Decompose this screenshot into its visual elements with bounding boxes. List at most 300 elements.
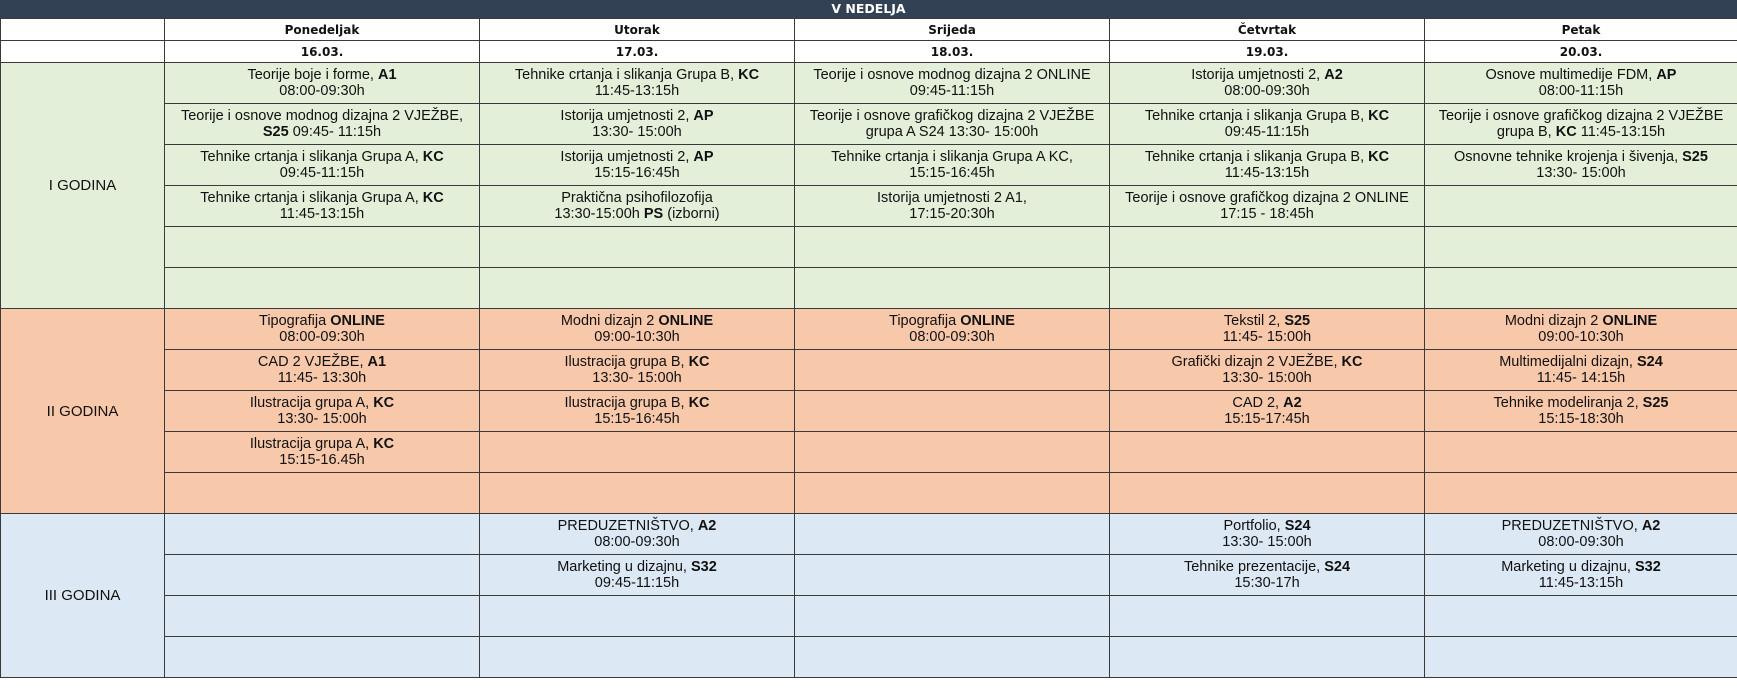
class-entry: [165, 63, 480, 104]
text-part: Tehnike prezentacije,: [1183, 559, 1325, 575]
day-date: 18.03.: [795, 41, 1110, 63]
text-part: Tehnike crtanja i slikanja Grupa B,: [514, 67, 739, 83]
text-part: 08:00-11:15h: [1538, 83, 1624, 99]
text-part: grupa B,: [1496, 124, 1556, 140]
text-part: 08:00-09:30h: [1224, 83, 1310, 99]
course-line: [1427, 395, 1735, 411]
text-part: 15:15-17:45h: [1224, 411, 1310, 427]
class-entry: [480, 391, 795, 432]
course-line: [1112, 313, 1422, 329]
text-part: Teorije i osnove grafičkog dizajna 2 ONLINE: [1125, 190, 1409, 206]
text-part: Teorije boje i forme,: [247, 67, 378, 83]
course-line: [1112, 354, 1422, 370]
room-or-mode: S24: [1284, 518, 1311, 534]
empty-slot: [165, 514, 480, 555]
text-part: CAD 2,: [1232, 395, 1284, 411]
class-entry: [1425, 350, 1737, 391]
time-line: [1112, 165, 1422, 181]
course-line: [1112, 67, 1422, 83]
text-part: 08:00-09:30h: [1538, 534, 1624, 550]
text-part: Istorija umjetnosti 2,: [1191, 67, 1325, 83]
course-line: [167, 395, 477, 411]
text-part: Tehnike crtanja i slikanja Grupa B,: [1144, 149, 1369, 165]
empty-slot: [1110, 596, 1425, 637]
text-part: 11:45- 14:15h: [1536, 370, 1626, 386]
time-line: [167, 329, 477, 345]
time-line: [482, 534, 792, 550]
schedule-table: [0, 18, 1737, 678]
text-part: 09:00-10:30h: [594, 329, 680, 345]
time-line: [482, 411, 792, 427]
text-part: Tipografija: [889, 313, 961, 329]
room-or-mode: ONLINE: [960, 313, 1015, 329]
class-entry: [480, 186, 795, 227]
room-or-mode: S24: [1324, 559, 1351, 575]
empty-slot: [480, 596, 795, 637]
text-part: Teorije i osnove modnog dizajna 2 VJEŽBE,: [180, 108, 464, 124]
text-part: 11:45-13:15h: [279, 206, 365, 222]
course-line: [482, 190, 792, 206]
text-part: Grafički dizajn 2 VJEŽBE,: [1171, 354, 1342, 370]
empty-slot: [480, 637, 795, 678]
text-part: 13:30- 15:00h: [1536, 165, 1626, 181]
time-line: [797, 83, 1107, 99]
time-line: [797, 165, 1107, 181]
class-entry: [1425, 309, 1737, 350]
room-or-mode: KC: [422, 149, 444, 165]
empty-slot: [795, 432, 1110, 473]
empty-slot: [795, 350, 1110, 391]
course-line: [797, 67, 1107, 83]
empty-slot: [795, 637, 1110, 678]
class-entry: [1425, 391, 1737, 432]
course-line: [1112, 190, 1422, 206]
time-line: [1112, 534, 1422, 550]
day-date-row: [1, 41, 1737, 63]
class-entry: [795, 104, 1110, 145]
course-line: [482, 354, 792, 370]
empty-slot: [165, 637, 480, 678]
room-or-mode: S32: [1634, 559, 1661, 575]
empty-slot: [165, 227, 480, 268]
empty-slot: [795, 555, 1110, 596]
room-or-mode: KC: [1368, 149, 1390, 165]
time-line: [482, 370, 792, 386]
class-entry: [165, 104, 480, 145]
text-part: 11:45-13:15h: [1224, 165, 1310, 181]
class-entry: [1110, 104, 1425, 145]
year-label: II GODINA: [1, 309, 165, 514]
room-or-mode: S25: [1642, 395, 1669, 411]
class-entry: [165, 432, 480, 473]
course-line: [1427, 108, 1735, 124]
empty-slot: [1110, 637, 1425, 678]
text-part: 11:45-13:15h: [1576, 124, 1666, 140]
text-part: 15:15-18:30h: [1538, 411, 1624, 427]
course-line: [1427, 313, 1735, 329]
course-line: [482, 518, 792, 534]
text-part: Tehnike crtanja i slikanja Grupa B,: [1144, 108, 1369, 124]
schedule-row: [1, 391, 1737, 432]
class-entry: [1110, 186, 1425, 227]
text-part: Osnovne tehnike krojenja i šivenja,: [1454, 149, 1683, 165]
room-or-mode: A2: [697, 518, 717, 534]
class-entry: [480, 555, 795, 596]
day-date: 20.03.: [1425, 41, 1737, 63]
course-line: [1427, 518, 1735, 534]
text-part: 09:45-11:15h: [1224, 124, 1310, 140]
text-part: Tehnike crtanja i slikanja Grupa A,: [200, 190, 423, 206]
time-line: [482, 124, 792, 140]
text-part: 09:45- 11:15h: [288, 124, 382, 140]
text-part: Tipografija: [259, 313, 331, 329]
class-entry: [795, 63, 1110, 104]
empty-slot: [480, 227, 795, 268]
text-part: Tehnike modeliranja 2,: [1493, 395, 1643, 411]
year-label: III GODINA: [1, 514, 165, 678]
course-line: [482, 313, 792, 329]
time-line: [167, 206, 477, 222]
time-line: [1427, 534, 1735, 550]
text-part: 15:15-16:45h: [594, 411, 680, 427]
time-line: [482, 329, 792, 345]
room-or-mode: A1: [367, 354, 387, 370]
text-part: 08:00-09:30h: [279, 329, 365, 345]
room-or-mode: KC: [1368, 108, 1390, 124]
room-or-mode: AP: [693, 149, 714, 165]
day-name: Četvrtak: [1110, 19, 1425, 41]
empty-slot: [1110, 268, 1425, 309]
corner-cell: [1, 41, 165, 63]
room-or-mode: S25: [1682, 149, 1708, 165]
empty-slot: [795, 596, 1110, 637]
text-part: Marketing u dizajnu,: [1501, 559, 1635, 575]
room-or-mode: ONLINE: [330, 313, 385, 329]
course-line: [1427, 559, 1735, 575]
empty-slot: [1425, 432, 1737, 473]
text-part: Modni dizajn 2: [560, 313, 659, 329]
schedule-row: [1, 637, 1737, 678]
course-line: [167, 149, 477, 165]
text-part: grupa A S24 13:30- 15:00h: [865, 124, 1039, 140]
room-or-mode: AP: [1656, 67, 1677, 83]
time-line: [797, 329, 1107, 345]
text-part: 08:00-09:30h: [594, 534, 680, 550]
text-part: 09:45-11:15h: [594, 575, 680, 591]
text-part: 09:00-10:30h: [1538, 329, 1624, 345]
schedule-row: [1, 596, 1737, 637]
text-part: 17:15-20:30h: [909, 206, 995, 222]
class-entry: [1110, 145, 1425, 186]
text-part: Ilustracija grupa A,: [249, 395, 374, 411]
empty-slot: [480, 473, 795, 514]
class-entry: [1425, 63, 1737, 104]
class-entry: [480, 309, 795, 350]
course-line: [1112, 559, 1422, 575]
class-entry: [1425, 555, 1737, 596]
empty-slot: [795, 391, 1110, 432]
schedule-row: [1, 309, 1737, 350]
time-line: [1112, 411, 1422, 427]
day-name: Petak: [1425, 19, 1737, 41]
schedule-row: [1, 514, 1737, 555]
course-line: [1427, 149, 1735, 165]
time-line: [797, 206, 1107, 222]
empty-slot: [165, 473, 480, 514]
time-line: [167, 83, 477, 99]
empty-slot: [165, 596, 480, 637]
time-line: [1112, 575, 1422, 591]
room-or-mode: PS: [643, 206, 664, 222]
class-entry: [165, 186, 480, 227]
empty-slot: [165, 555, 480, 596]
text-part: Tehnike crtanja i slikanja Grupa A,: [200, 149, 423, 165]
text-part: 15:15-16.45h: [279, 452, 365, 468]
text-part: 08:00-09:30h: [909, 329, 995, 345]
class-entry: [165, 350, 480, 391]
class-entry: [1425, 514, 1737, 555]
text-part: Multimedijalni dizajn,: [1499, 354, 1637, 370]
text-part: 09:45-11:15h: [279, 165, 365, 181]
year-label: I GODINA: [1, 63, 165, 309]
text-part: Ilustracija grupa A,: [249, 436, 374, 452]
empty-slot: [1110, 432, 1425, 473]
time-line: [1427, 124, 1735, 140]
text-part: 11:45- 13:30h: [277, 370, 367, 386]
class-entry: [795, 309, 1110, 350]
class-entry: [480, 145, 795, 186]
course-line: [797, 190, 1107, 206]
schedule-row: [1, 145, 1737, 186]
time-line: [482, 165, 792, 181]
empty-slot: [165, 268, 480, 309]
text-part: Istorija umjetnosti 2 A1,: [877, 190, 1027, 206]
text-part: 13:30- 15:00h: [277, 411, 367, 427]
day-date: 16.03.: [165, 41, 480, 63]
empty-slot: [1110, 473, 1425, 514]
empty-slot: [1425, 473, 1737, 514]
text-part: Ilustracija grupa B,: [564, 395, 689, 411]
room-or-mode: KC: [373, 436, 395, 452]
room-or-mode: KC: [688, 354, 710, 370]
text-part: Tekstil 2,: [1223, 313, 1285, 329]
schedule-row: [1, 227, 1737, 268]
text-part: 13:30- 15:00h: [1222, 534, 1312, 550]
text-part: Portfolio,: [1223, 518, 1285, 534]
room-or-mode: A2: [1283, 395, 1302, 411]
time-line: [1427, 411, 1735, 427]
class-entry: [1425, 104, 1737, 145]
room-or-mode: ONLINE: [658, 313, 714, 329]
schedule-row: [1, 104, 1737, 145]
text-part: Teorije i osnove grafičkog dizajna 2 VJEŽBE: [1438, 108, 1724, 124]
day-name-row: [1, 19, 1737, 41]
text-part: 15:15-16:45h: [909, 165, 995, 181]
course-line: [1427, 354, 1735, 370]
course-line: [167, 67, 477, 83]
text-part: PREDUZETNIŠTVO,: [1501, 518, 1642, 534]
class-entry: [1110, 391, 1425, 432]
empty-slot: [1110, 227, 1425, 268]
course-line: [167, 354, 477, 370]
class-entry: [480, 63, 795, 104]
class-entry: [480, 350, 795, 391]
text-part: 09:45-11:15h: [909, 83, 995, 99]
empty-slot: [1425, 186, 1737, 227]
room-or-mode: S25: [1284, 313, 1311, 329]
room-or-mode: ONLINE: [1602, 313, 1658, 329]
empty-slot: [1425, 637, 1737, 678]
course-line: [167, 190, 477, 206]
text-part: Istorija umjetnosti 2,: [560, 108, 694, 124]
schedule-row: [1, 268, 1737, 309]
room-or-mode: KC: [1555, 124, 1577, 140]
time-line: [797, 124, 1107, 140]
text-part: CAD 2 VJEŽBE,: [257, 354, 368, 370]
time-line: [1112, 370, 1422, 386]
time-line: [1427, 165, 1735, 181]
day-date: 19.03.: [1110, 41, 1425, 63]
empty-slot: [795, 268, 1110, 309]
time-line: [482, 83, 792, 99]
room-or-mode: A2: [1324, 67, 1343, 83]
text-part: Ilustracija grupa B,: [564, 354, 689, 370]
text-part: Teorije i osnove modnog dizajna 2 ONLINE: [813, 67, 1091, 83]
time-line: [482, 575, 792, 591]
schedule-row: [1, 555, 1737, 596]
time-line: [167, 411, 477, 427]
text-part: 17:15 - 18:45h: [1220, 206, 1314, 222]
day-date: 17.03.: [480, 41, 795, 63]
room-or-mode: S24: [1637, 354, 1663, 370]
text-part: 11:45-13:15h: [594, 83, 680, 99]
class-entry: [165, 309, 480, 350]
class-entry: [480, 104, 795, 145]
room-or-mode: KC: [688, 395, 710, 411]
text-part: Osnove multimedije FDM,: [1485, 67, 1657, 83]
time-line: [167, 124, 477, 140]
course-line: [797, 108, 1107, 124]
course-line: [482, 108, 792, 124]
time-line: [1427, 370, 1735, 386]
text-part: 08:00-09:30h: [279, 83, 365, 99]
schedule-row: [1, 432, 1737, 473]
class-entry: [795, 186, 1110, 227]
empty-slot: [1425, 268, 1737, 309]
empty-slot: [795, 473, 1110, 514]
text-part: 13:30- 15:00h: [592, 370, 682, 386]
class-entry: [165, 391, 480, 432]
text-part: (izborni): [663, 206, 720, 222]
course-line: [167, 436, 477, 452]
class-entry: [480, 514, 795, 555]
time-line: [167, 370, 477, 386]
room-or-mode: S25: [262, 124, 289, 140]
text-part: 15:15-16:45h: [594, 165, 680, 181]
course-line: [1112, 149, 1422, 165]
time-line: [1427, 83, 1735, 99]
text-part: 15:30-17h: [1234, 575, 1300, 591]
time-line: [1112, 329, 1422, 345]
day-name: Srijeda: [795, 19, 1110, 41]
time-line: [1427, 329, 1735, 345]
course-line: [482, 149, 792, 165]
text-part: 13:30-15:00h: [554, 206, 644, 222]
class-entry: [165, 145, 480, 186]
course-line: [1112, 518, 1422, 534]
schedule-row: [1, 350, 1737, 391]
room-or-mode: KC: [738, 67, 760, 83]
course-line: [482, 559, 792, 575]
text-part: Praktična psihofilozofija: [561, 190, 713, 206]
course-line: [167, 108, 477, 124]
day-name: Ponedeljak: [165, 19, 480, 41]
text-part: Tehnike crtanja i slikanja Grupa A KC,: [831, 149, 1073, 165]
empty-slot: [795, 227, 1110, 268]
time-line: [1112, 83, 1422, 99]
time-line: [167, 165, 477, 181]
class-entry: [1110, 309, 1425, 350]
text-part: Istorija umjetnosti 2,: [560, 149, 694, 165]
room-or-mode: A1: [378, 67, 397, 83]
empty-slot: [480, 432, 795, 473]
schedule-row: [1, 473, 1737, 514]
class-entry: [1110, 350, 1425, 391]
empty-slot: [1425, 227, 1737, 268]
class-entry: [1110, 514, 1425, 555]
course-line: [1112, 395, 1422, 411]
schedule-title: V NEDELJA: [0, 0, 1737, 18]
room-or-mode: A2: [1641, 518, 1661, 534]
empty-slot: [795, 514, 1110, 555]
time-line: [1427, 575, 1735, 591]
schedule-row: [1, 186, 1737, 227]
class-entry: [1110, 63, 1425, 104]
empty-slot: [1425, 596, 1737, 637]
room-or-mode: KC: [422, 190, 444, 206]
course-line: [482, 395, 792, 411]
class-entry: [1425, 145, 1737, 186]
text-part: Teorije i osnove grafičkog dizajna 2 VJEŽBE: [809, 108, 1095, 124]
time-line: [1112, 124, 1422, 140]
room-or-mode: KC: [1341, 354, 1363, 370]
time-line: [167, 452, 477, 468]
day-name: Utorak: [480, 19, 795, 41]
text-part: Modni dizajn 2: [1504, 313, 1603, 329]
time-line: [1112, 206, 1422, 222]
room-or-mode: S32: [690, 559, 717, 575]
text-part: 11:45- 15:00h: [1222, 329, 1312, 345]
class-entry: [1110, 555, 1425, 596]
course-line: [1112, 108, 1422, 124]
text-part: 13:30- 15:00h: [592, 124, 682, 140]
empty-slot: [480, 268, 795, 309]
text-part: 13:30- 15:00h: [1222, 370, 1312, 386]
class-entry: [795, 145, 1110, 186]
text-part: PREDUZETNIŠTVO,: [557, 518, 698, 534]
corner-cell: [1, 19, 165, 41]
room-or-mode: AP: [693, 108, 714, 124]
course-line: [167, 313, 477, 329]
text-part: 11:45-13:15h: [1538, 575, 1624, 591]
room-or-mode: KC: [373, 395, 395, 411]
course-line: [1427, 67, 1735, 83]
course-line: [797, 149, 1107, 165]
course-line: [797, 313, 1107, 329]
text-part: Marketing u dizajnu,: [557, 559, 691, 575]
course-line: [482, 67, 792, 83]
schedule-row: [1, 63, 1737, 104]
